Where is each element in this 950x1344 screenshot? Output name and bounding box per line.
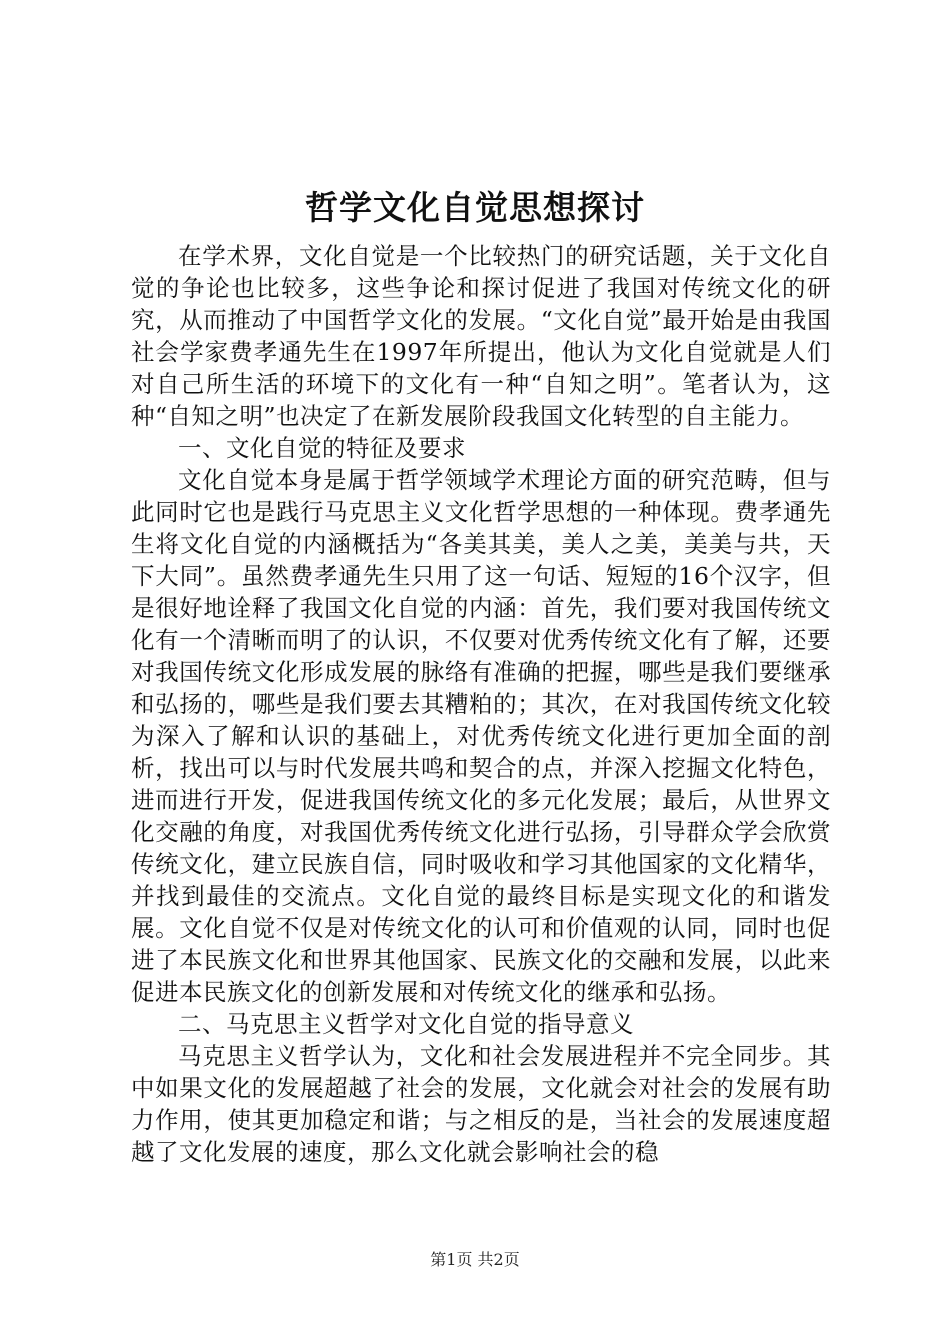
paragraph-intro: 在学术界，文化自觉是一个比较热门的研究话题，关于文化自觉的争论也比较多，这些争论和探讨促进了我国对传统文化的研究，从而推动了中国哲学文化的发展。“文化自觉”最开始是由我国社会学家费孝通先生在1997年所提出，他认为文化自觉就是人们对自己所生活的环境下的文化有一种“自知之明”。笔者认为，这种“自知之明”也决定了在新发展阶段我国文化转型的自主能力。 (131, 242, 831, 430)
paragraph-section-2: 马克思主义哲学认为，文化和社会发展进程并不完全同步。其中如果文化的发展超越了社会的发展，文化就会对社会的发展有助力作用，使其更加稳定和谐；与之相反的是，当社会的发展速度超越了文化发展的速度，那么文化就会影响社会的稳 (131, 1042, 831, 1166)
document-body (131, 240, 831, 1168)
paragraph-section-1: 文化自觉本身是属于哲学领域学术理论方面的研究范畴，但与此同时它也是践行马克思主义文化哲学思想的一种体现。费孝通先生将文化自觉的内涵概括为“各美其美，美人之美，美美与共，天下大同”。虽然费孝通先生只用了这一句话、短短的16个汉字，但是很好地诠释了我国文化自觉的内涵：首先，我们要对我国传统文化有一个清晰而明了的认识，不仅要对优秀传统文化有了解，还要对我国传统文化形成发展的脉络有准确的把握，哪些是我们要继承和弘扬的，哪些是我们要去其糟粕的；其次，在对我国传统文化较为深入了解和认识的基础上，对优秀传统文化进行更加全面的剖析，找出可以与时代发展共鸣和契合的点，并深入挖掘文化特色，进而进行开发，促进我国传统文化的多元化发展；最后，从世界文化交融的角度，对我国优秀传统文化进行弘扬，引导群众学会欣赏传统文化，建立民族自信，同时吸收和学习其他国家的文化精华，并找到最佳的交流点。文化自觉的最终目标是实现文化的和谐发展。文化自觉不仅是对传统文化的认可和价值观的认同，同时也促进了本民族文化和世界其他国家、民族文化的交融和发展，以此来促进本民族文化的创新发展和对传统文化的继承和弘扬。 (131, 466, 831, 1006)
page-number-footer: 第1页 共2页 (430, 1250, 520, 1269)
section-heading-2: 二、马克思主义哲学对文化自觉的指导意义 (178, 1010, 634, 1038)
page-title: 哲学文化自觉思想探讨 (305, 188, 645, 227)
section-heading-1: 一、文化自觉的特征及要求 (178, 434, 466, 462)
